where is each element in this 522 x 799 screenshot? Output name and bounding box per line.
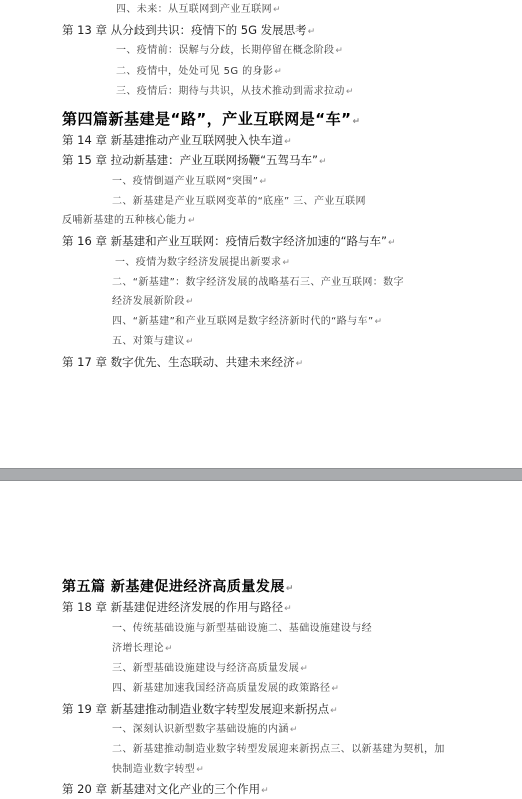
part-heading: 第五篇 新基建促进经济高质量发展↵ (62, 579, 294, 595)
chapter-heading: 第 16 章 新基建和产业互联网：疫情后数字经济加速的“路与车”↵ (62, 234, 396, 248)
chapter-heading: 第 15 章 拉动新基建：产业互联网扬鞭“五驾马车”↵ (62, 153, 327, 167)
chapter-heading: 第 20 章 新基建对文化产业的三个作用↵ (62, 782, 269, 796)
section-line: 二、“新基建”：数字经济发展的战略基石三、产业互联网：数字 (112, 277, 404, 288)
section-line: 二、新基建推动制造业数字转型发展迎来新拐点三、以新基建为契机，加 (112, 744, 445, 755)
section-line-continuation: 济增长理论↵ (112, 643, 173, 654)
section-line: 三、新型基础设施建设与经济高质量发展↵ (112, 663, 309, 674)
chapter-heading: 第 19 章 新基建推动制造业数字转型发展迎来新拐点↵ (62, 702, 338, 716)
chapter-heading: 第 18 章 新基建促进经济发展的作用与路径↵ (62, 600, 292, 614)
section-line: 四、“新基建”和产业互联网是数字经济新时代的“路与车”↵ (112, 316, 383, 327)
section-line: 三、疫情后：期待与共识，从技术推动到需求拉动↵ (116, 86, 354, 97)
document-page-2 (0, 481, 522, 799)
section-line-continuation: 快制造业数字转型↵ (112, 764, 205, 775)
chapter-heading: 第 14 章 新基建推动产业互联网驶入快车道↵ (62, 133, 292, 147)
section-line: 二、疫情中，处处可见 5G 的身影↵ (116, 66, 283, 77)
part-heading: 第四篇新基建是“路”，产业互联网是“车”↵ (62, 110, 361, 128)
section-line: 四、新基建加速我国经济高质量发展的政策路径↵ (112, 683, 340, 694)
section-line: 一、传统基础设施与新型基础设施二、基础设施建设与经 (112, 623, 372, 634)
section-line: 一、深刻认识新型数字基础设施的内涵↵ (112, 724, 298, 735)
section-line: 一、疫情前：误解与分歧，长期停留在概念阶段↵ (116, 45, 344, 56)
chapter-heading: 第 17 章 数字优先、生态联动、共建未来经济↵ (62, 355, 304, 369)
section-line: 四、未来：从互联网到产业互联网↵ (116, 4, 281, 15)
section-line-continuation: 经济发展新阶段↵ (112, 296, 194, 307)
section-line: 二、新基建是产业互联网变革的“底座” 三、产业互联网 (112, 196, 366, 207)
section-line: 一、疫情为数字经济发展提出新要求↵ (115, 257, 291, 268)
section-line: 五、对策与建议↵ (112, 336, 194, 347)
section-line: 一、疫情倒逼产业互联网“突围”↵ (112, 176, 268, 187)
page-break-gap (0, 468, 522, 481)
section-line-continuation: 反哺新基建的五种核心能力↵ (62, 215, 196, 226)
chapter-heading: 第 13 章 从分歧到共识：疫情下的 5G 发展思考↵ (62, 23, 316, 37)
